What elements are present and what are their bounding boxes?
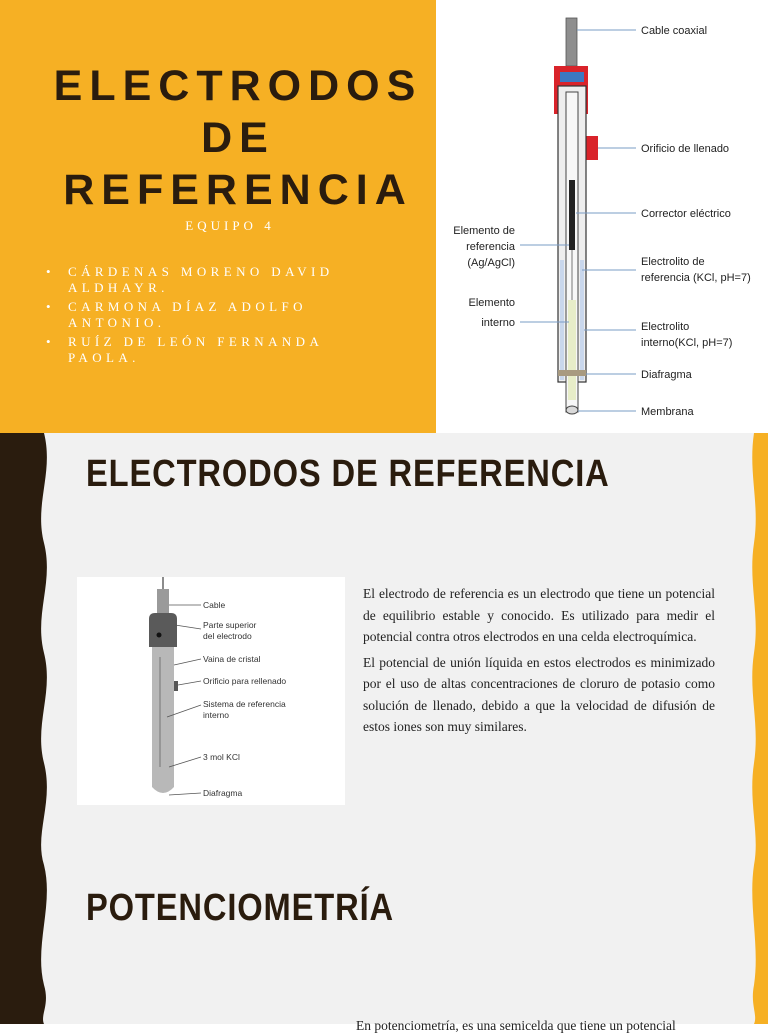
figure-label-vaina: Vaina de cristal [203, 654, 261, 664]
label-electrolito-referencia: Electrolito de [641, 256, 705, 268]
title-line-1: ELECTRODOS [53, 62, 423, 110]
bullet-icon: • [46, 299, 51, 314]
label-orificio: Orificio de llenado [641, 143, 730, 155]
label-electrolito-interno: Electrolito [641, 321, 690, 333]
paragraph: El electrodo de referencia es un electrodo que tiene un potencial de equilibrio estable y conocido. Es utilizado para medir el potencial contra otros electrodos en una celda electroquímica. [363, 586, 715, 644]
figure-label-parte-superior: del electrodo [203, 631, 252, 641]
content-slide-electrodos [0, 433, 768, 865]
left-wave-decoration [0, 433, 54, 865]
label-cable-coaxial: Cable coaxial [641, 25, 708, 37]
left-wave-decoration [0, 865, 54, 1024]
label-corrector: Corrector eléctrico [641, 208, 731, 220]
member-item [46, 334, 398, 366]
label-elemento-interno: interno [481, 317, 515, 329]
body-text-partial: En potenciometría, es una semicelda que tiene un potencial [356, 1018, 676, 1033]
figure-label-parte-superior: Parte superior [203, 620, 257, 630]
label-elemento-referencia: referencia [466, 241, 515, 253]
figure-label-sistema: Sistema de referencia [203, 699, 286, 709]
team-label: EQUIPO 4 [185, 218, 275, 233]
title-panel [0, 0, 436, 433]
member-item [46, 299, 398, 331]
label-elemento-referencia: (Ag/AgCl) [467, 257, 515, 269]
label-membrana: Membrana [641, 406, 694, 418]
label-electrolito-interno: interno(KCl, pH=7) [641, 337, 733, 349]
figure-label-kcl: 3 mol KCl [203, 752, 240, 762]
figure-label-cable: Cable [203, 600, 226, 610]
label-electrolito-referencia: referencia (KCl, pH=7) [641, 272, 751, 284]
figure-label-sistema: interno [203, 710, 229, 720]
bullet-icon: • [46, 334, 51, 349]
member-list [46, 264, 398, 369]
right-wave-decoration [748, 865, 768, 1024]
label-elemento-interno: Elemento [468, 297, 515, 309]
member-name: CARMONA DÍAZ ADOLFO ANTONIO. [68, 299, 307, 330]
electrode-diagram [436, 0, 768, 433]
title-slide [0, 0, 768, 433]
figure-label-orificio: Orificio para rellenado [203, 676, 287, 686]
label-diafragma: Diafragma [641, 369, 692, 381]
content-slide-potenciometria [0, 865, 768, 1033]
title-line-2: DE REFERENCIA [63, 114, 413, 214]
figure-label-diafragma: Diafragma [203, 788, 243, 798]
electrode-illustration [77, 577, 345, 805]
electrode-figure [77, 577, 345, 805]
label-elemento-referencia: Elemento de [453, 225, 515, 237]
slide-title [48, 60, 428, 216]
slide-title: POTENCIOMETRÍA [86, 887, 394, 929]
member-item [46, 264, 398, 296]
right-wave-decoration [748, 433, 768, 865]
member-name: RUÍZ DE LEÓN FERNANDA PAOLA. [68, 334, 323, 365]
body-text [363, 583, 715, 742]
paragraph: El potencial de unión líquida en estos electrodos es minimizado por el uso de altas concentraciones de cloruro de potasio como solución de llenado, debido a que la velocidad de difusión de estos iones son muy similares. [363, 654, 715, 734]
slide-title: ELECTRODOS DE REFERENCIA [86, 453, 610, 495]
member-name: CÁRDENAS MORENO DAVID ALDHAYR. [68, 264, 334, 295]
bullet-icon: • [46, 264, 51, 279]
